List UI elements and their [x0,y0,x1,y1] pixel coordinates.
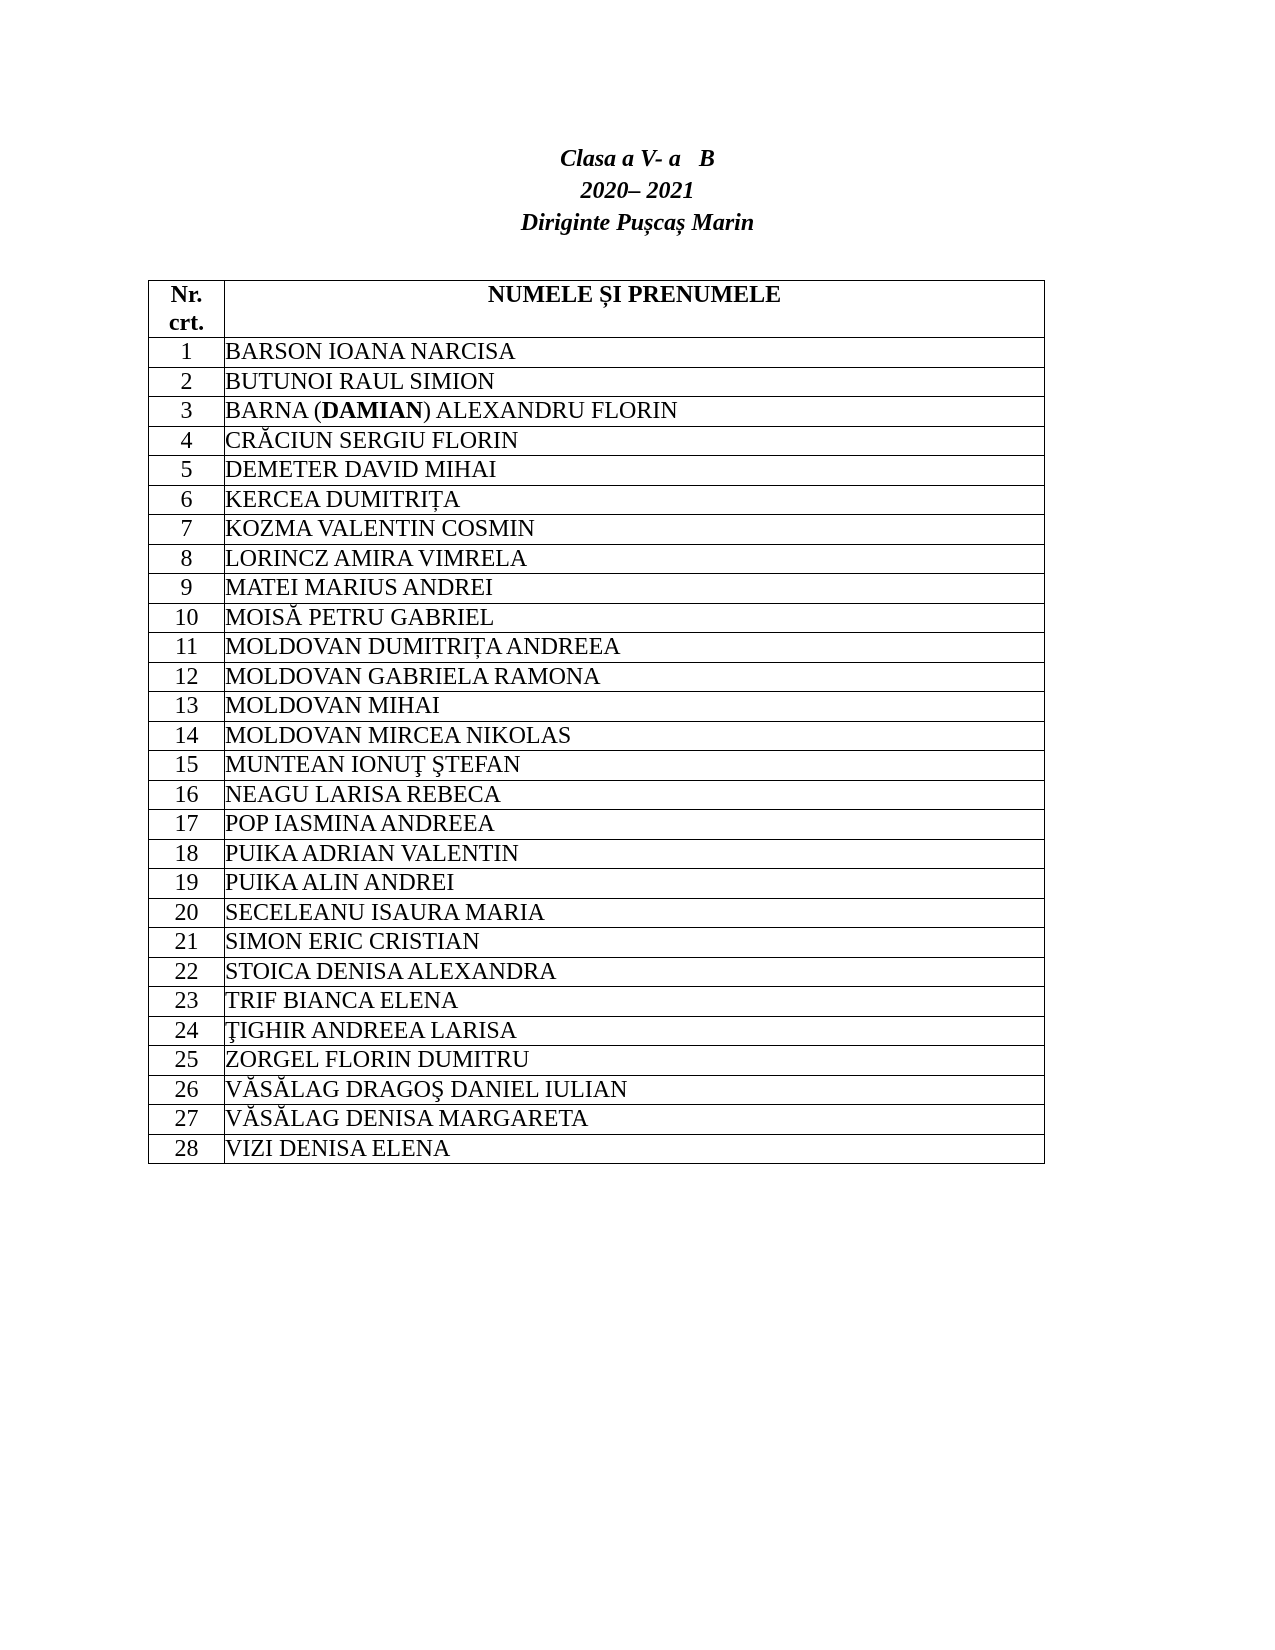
student-name: LORINCZ AMIRA VIMRELA [225,544,1045,574]
row-number: 1 [149,338,225,368]
row-number: 3 [149,397,225,427]
row-number: 13 [149,692,225,722]
student-name: MUNTEAN IONUŢ ŞTEFAN [225,751,1045,781]
table-row [149,898,1045,928]
row-number: 20 [149,898,225,928]
document-header [0,143,1275,239]
table-row [149,751,1045,781]
student-name: MOLDOVAN GABRIELA RAMONA [225,662,1045,692]
student-name: VIZI DENISA ELENA [225,1134,1045,1164]
table-row [149,574,1045,604]
student-name: DEMETER DAVID MIHAI [225,456,1045,486]
student-name: KERCEA DUMITRIȚA [225,485,1045,515]
student-roster-table [148,280,1045,1164]
row-number: 17 [149,810,225,840]
student-name: STOICA DENISA ALEXANDRA [225,957,1045,987]
table-row [149,1016,1045,1046]
table-row [149,1075,1045,1105]
student-name: PUIKA ALIN ANDREI [225,869,1045,899]
row-number: 8 [149,544,225,574]
table-header-row [149,281,1045,338]
student-name: ŢIGHIR ANDREEA LARISA [225,1016,1045,1046]
student-name: BARSON IOANA NARCISA [225,338,1045,368]
row-number: 18 [149,839,225,869]
student-name: MATEI MARIUS ANDREI [225,574,1045,604]
table-row [149,692,1045,722]
row-number: 7 [149,515,225,545]
row-number: 27 [149,1105,225,1135]
table-row [149,367,1045,397]
row-number: 4 [149,426,225,456]
student-name: BUTUNOI RAUL SIMION [225,367,1045,397]
student-name: MOLDOVAN DUMITRIȚA ANDREEA [225,633,1045,663]
table-row [149,515,1045,545]
table-row [149,869,1045,899]
student-name: KOZMA VALENTIN COSMIN [225,515,1045,545]
school-year: 2020– 2021 [580,178,695,204]
student-name: VĂSĂLAG DENISA MARGARETA [225,1105,1045,1135]
row-number: 23 [149,987,225,1017]
row-number: 9 [149,574,225,604]
column-header-number [149,281,225,338]
row-number: 15 [149,751,225,781]
table-row [149,456,1045,486]
table-row [149,338,1045,368]
row-number: 2 [149,367,225,397]
student-name-bold-part: DAMIAN [321,398,424,425]
table-row [149,485,1045,515]
student-name: NEAGU LARISA REBECA [225,780,1045,810]
row-number: 25 [149,1046,225,1076]
row-number: 12 [149,662,225,692]
column-header-name: NUMELE ȘI PRENUMELE [225,281,1045,338]
row-number: 24 [149,1016,225,1046]
student-name: MOLDOVAN MIHAI [225,692,1045,722]
table-row [149,928,1045,958]
student-name: SECELEANU ISAURA MARIA [225,898,1045,928]
table-body [149,338,1045,1164]
student-name: VĂSĂLAG DRAGOŞ DANIEL IULIAN [225,1075,1045,1105]
table-row [149,662,1045,692]
student-name: MOISĂ PETRU GABRIEL [225,603,1045,633]
student-name: CRĂCIUN SERGIU FLORIN [225,426,1045,456]
table-row [149,603,1045,633]
row-number: 6 [149,485,225,515]
row-number: 19 [149,869,225,899]
student-name: POP IASMINA ANDREEA [225,810,1045,840]
student-name: ZORGEL FLORIN DUMITRU [225,1046,1045,1076]
class-title: Clasa a V- a B [560,146,715,172]
table-row [149,987,1045,1017]
student-name-part: BARNA ( [225,398,322,425]
row-number: 26 [149,1075,225,1105]
table-row [149,633,1045,663]
table-row [149,810,1045,840]
column-header-number-line2: crt. [168,310,205,336]
row-number: 5 [149,456,225,486]
row-number: 14 [149,721,225,751]
row-number: 10 [149,603,225,633]
table-row [149,544,1045,574]
student-name: PUIKA ADRIAN VALENTIN [225,839,1045,869]
table-row [149,1046,1045,1076]
student-name: MOLDOVAN MIRCEA NIKOLAS [225,721,1045,751]
class-teacher: Diriginte Pușcaș Marin [520,210,755,236]
student-name: TRIF BIANCA ELENA [225,987,1045,1017]
table-row [149,426,1045,456]
row-number: 16 [149,780,225,810]
table-row [149,397,1045,427]
table-row [149,721,1045,751]
table-row [149,1134,1045,1164]
row-number: 22 [149,957,225,987]
student-name: SIMON ERIC CRISTIAN [225,928,1045,958]
column-header-number-line1: Nr. [170,282,203,308]
student-name [225,397,1045,427]
table-row [149,780,1045,810]
row-number: 21 [149,928,225,958]
table-row [149,1105,1045,1135]
table-row [149,957,1045,987]
row-number: 11 [149,633,225,663]
table-row [149,839,1045,869]
student-name-part: ) ALEXANDRU FLORIN [423,398,678,425]
row-number: 28 [149,1134,225,1164]
